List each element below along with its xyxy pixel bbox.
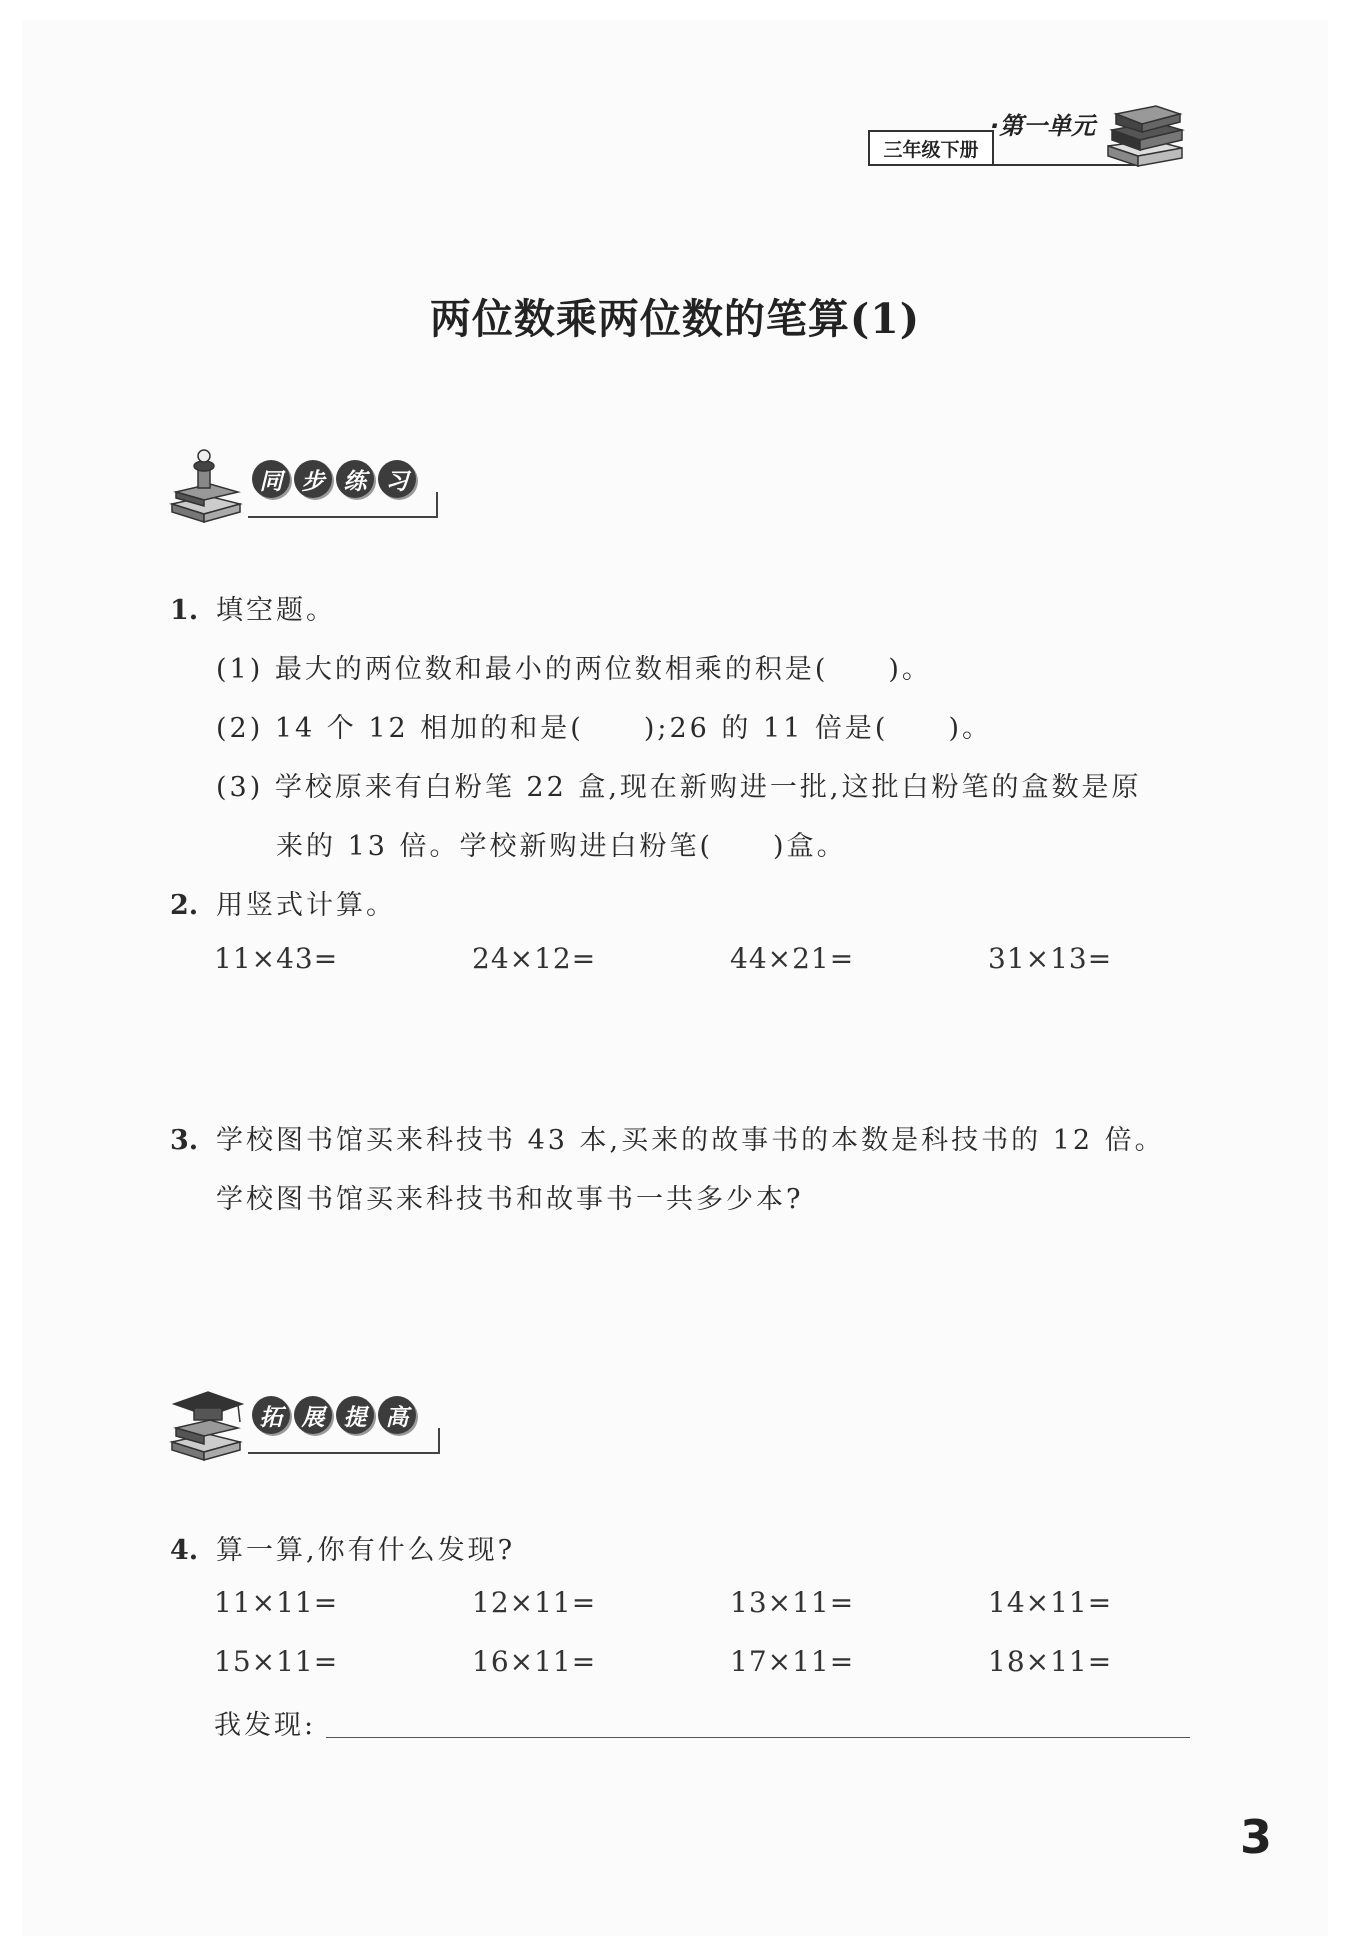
header-rule	[868, 164, 1138, 166]
question-2	[170, 883, 396, 922]
question-stem: 算一算,你有什么发现?	[216, 1535, 516, 1566]
banner-char: 拓	[252, 1396, 290, 1434]
finding-label: 我发现:	[214, 1710, 317, 1741]
book-stack-icon	[1102, 100, 1188, 170]
answer-line[interactable]	[326, 1737, 1190, 1738]
question-1	[170, 588, 336, 627]
question-stem: 用竖式计算。	[216, 890, 396, 921]
banner-char: 高	[378, 1396, 416, 1434]
banner-char: 同	[252, 460, 290, 498]
banner-char: 步	[294, 460, 332, 498]
q1-part-3-cont: 来的 13 倍。学校新购进白粉笔( )盒。	[276, 831, 847, 862]
expression: 15×11=	[214, 1645, 339, 1678]
question-stem: 填空题。	[216, 595, 336, 626]
expression: 14×11=	[988, 1586, 1113, 1619]
expression: 13×11=	[730, 1586, 855, 1619]
books-cap-icon	[168, 1384, 246, 1464]
banner-char: 展	[294, 1396, 332, 1434]
question-number: 1.	[170, 595, 199, 626]
expression: 11×43=	[214, 942, 339, 975]
question-4	[170, 1528, 515, 1567]
grade-label: 三年级下册	[868, 130, 994, 164]
expression: 12×11=	[472, 1586, 597, 1619]
question-number: 3.	[170, 1125, 199, 1156]
expression: 16×11=	[472, 1645, 597, 1678]
question-3	[170, 1118, 1165, 1157]
section-banner-practice	[168, 448, 448, 528]
banner-char: 习	[378, 460, 416, 498]
q1-part-2: (2) 14 个 12 相加的和是( );26 的 11 倍是( )。	[216, 713, 992, 744]
page-title: 两位数乘两位数的笔算(1)	[429, 295, 921, 343]
expression: 18×11=	[988, 1645, 1113, 1678]
question-number: 4.	[170, 1535, 199, 1566]
q1-part-3: (3) 学校原来有白粉笔 22 盒,现在新购进一批,这批白粉笔的盒数是原	[216, 772, 1142, 803]
banner-title	[252, 1396, 416, 1434]
expression: 44×21=	[730, 942, 855, 975]
banner-char: 练	[336, 460, 374, 498]
section-banner-extension	[168, 1384, 448, 1464]
question-text: 学校图书馆买来科技书 43 本,买来的故事书的本数是科技书的 12 倍。	[216, 1125, 1165, 1156]
expression: 17×11=	[730, 1645, 855, 1678]
page-number: 3	[1240, 1810, 1273, 1864]
books-lamp-icon	[168, 448, 246, 528]
question-3-cont: 学校图书馆买来科技书和故事书一共多少本?	[216, 1184, 804, 1215]
unit-header	[866, 100, 1196, 172]
expression: 24×12=	[472, 942, 597, 975]
unit-label: ·第一单元	[990, 112, 1096, 140]
question-number: 2.	[170, 890, 199, 921]
banner-title	[252, 460, 416, 498]
expression: 31×13=	[988, 942, 1113, 975]
expression: 11×11=	[214, 1586, 339, 1619]
banner-char: 提	[336, 1396, 374, 1434]
q1-part-1: (1) 最大的两位数和最小的两位数相乘的积是( )。	[216, 654, 932, 685]
